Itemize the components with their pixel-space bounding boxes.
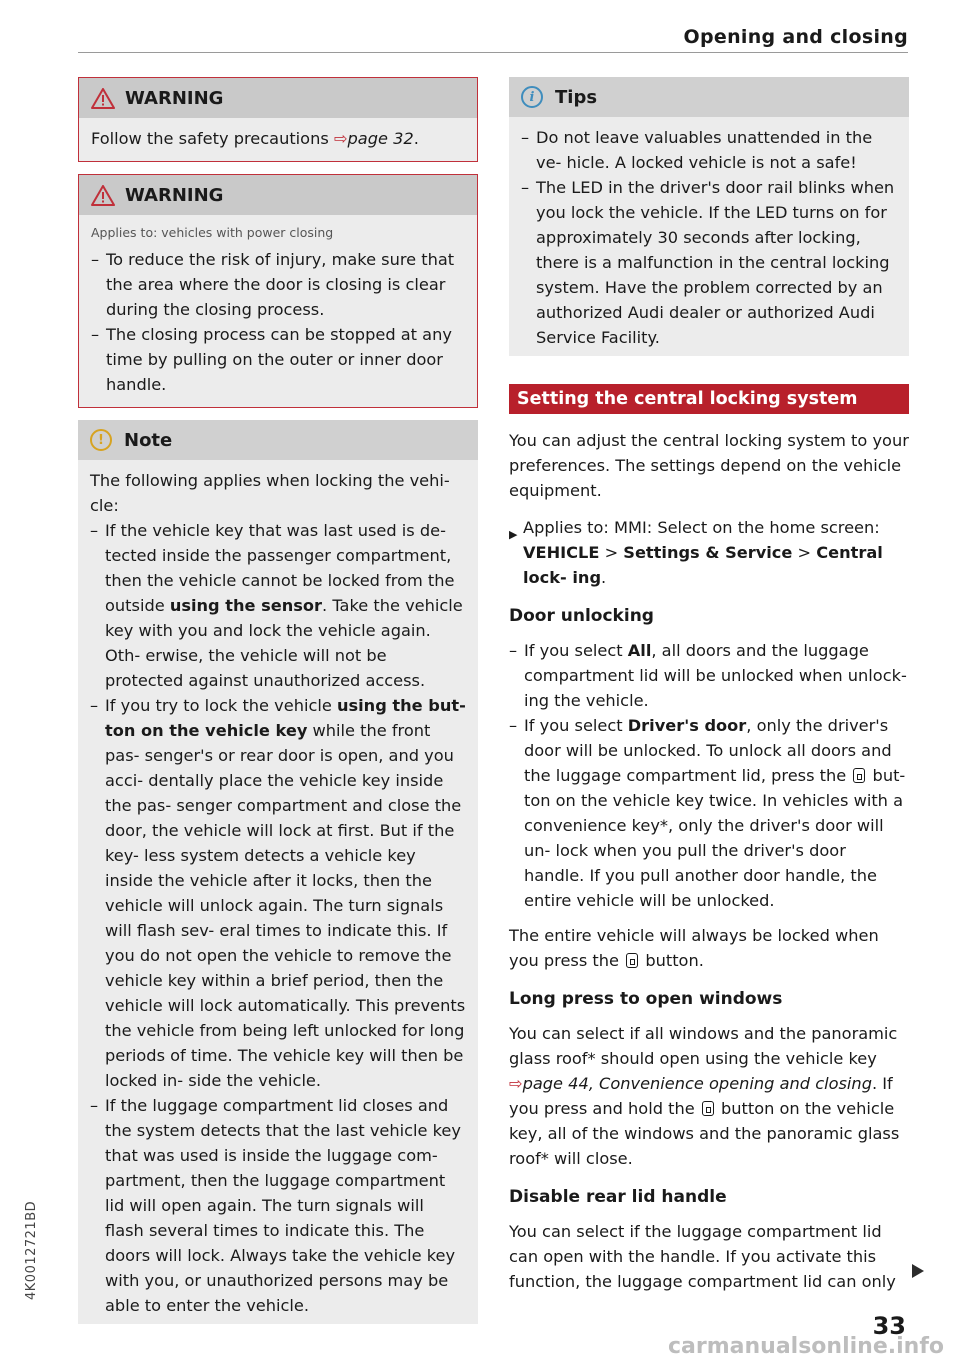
lock-button-icon bbox=[626, 953, 638, 968]
warning-triangle-icon bbox=[91, 185, 115, 206]
list-item: – The closing process can be stopped at any time by pulling on the outer or inner door handle. bbox=[91, 322, 465, 397]
warning-title: WARNING bbox=[125, 87, 224, 109]
warning-list bbox=[91, 247, 465, 397]
page-header-title: Opening and closing bbox=[683, 26, 908, 48]
warning-body: Follow the safety precautions ⇨page 32. bbox=[79, 118, 477, 161]
right-column bbox=[509, 77, 909, 1306]
door-unlocking-list bbox=[509, 638, 909, 913]
list-item: – If the vehicle key that was last used is de- tected inside the passenger compartment, then the vehicle cannot be locked from the outside using the sensor. Take the vehicle key with you and lock the vehicle again. Oth- erwise, the vehicle will not be protected against unauthorized access. bbox=[90, 518, 466, 693]
warning-title: WARNING bbox=[125, 184, 224, 206]
door-unlocking-note: The entire vehicle will always be locked when you press the button. bbox=[509, 926, 879, 970]
rear-lid-text: You can select if the luggage compartment lid can open with the handle. If you activate this function, the luggage compartment lid can only bbox=[509, 1222, 896, 1291]
note-title: Note bbox=[124, 429, 173, 451]
warning-box-power-closing bbox=[78, 174, 478, 408]
continue-arrow-icon bbox=[912, 1264, 924, 1278]
menu-path-vehicle: VEHICLE bbox=[523, 543, 600, 562]
exclamation-circle-icon: ! bbox=[90, 429, 112, 451]
warning-text: Follow the safety precautions bbox=[91, 129, 329, 148]
list-item: – If you select All, all doors and the luggage compartment lid will be unlocked when unlock- ing the vehicle. bbox=[509, 638, 909, 713]
long-press-text: You can select if all windows and the panoramic glass roof* should open using the vehicle key ⇨page 44, Convenience opening and closing. If you press and hold the button on the vehicle key, all of the windows and the panoramic glass roof* will close. bbox=[509, 1024, 900, 1168]
applies-to-note: Applies to: vehicles with power closing bbox=[91, 225, 334, 240]
list-item: – If the luggage compartment lid closes and the system detects that the last vehicle key that was used is inside the luggage com- partment, then the luggage compartment lid will open again. The turn signals will flash several times to indicate this. The doors will lock. Always take the vehicle key with you, or unauthorized persons may be able to enter the vehicle. bbox=[90, 1093, 466, 1318]
lock-button-icon bbox=[702, 1101, 714, 1116]
subheading-long-press: Long press to open windows bbox=[509, 989, 783, 1009]
list-item: – To reduce the risk of injury, make sure that the area where the door is closing is clear during the closing process. bbox=[91, 247, 465, 322]
warning-header bbox=[79, 175, 477, 215]
note-header bbox=[78, 420, 478, 460]
tips-body bbox=[509, 117, 909, 356]
list-item: – If you try to lock the vehicle using the but- ton on the vehicle key while the front pas- senger's or rear door is open, and you acci- dentally place the vehicle key inside the pas- senger compartment and close the door, the vehicle will lock at first. But if the key- less system detects a vehicle key inside the vehicle after it locks, then the vehicle will unlock again. The turn signals will flash sev- eral times to indicate this. If you do not open the vehicle to remove the vehicle key within a brief period, then the vehicle will lock automatically. This prevents the vehicle from being left unlocked for long periods of time. The vehicle key will then be locked in- side the vehicle. bbox=[90, 693, 466, 1093]
reference-arrow-icon: ⇨ bbox=[509, 1074, 523, 1093]
list-item: – Do not leave valuables unattended in the ve- hicle. A locked vehicle is not a safe! bbox=[521, 125, 897, 175]
menu-path-step: ▶ Applies to: MMI: Select on the home screen: VEHICLE > Settings & Service > Central lock- ing. bbox=[509, 518, 883, 587]
tips-list bbox=[521, 125, 897, 350]
lock-button-icon bbox=[853, 768, 865, 783]
left-column bbox=[78, 77, 478, 1334]
note-list bbox=[90, 518, 466, 1318]
section-heading: Setting the central locking system bbox=[509, 384, 909, 414]
warning-header bbox=[79, 78, 477, 118]
page-number: 33 bbox=[872, 1312, 906, 1340]
note-box bbox=[78, 420, 478, 1324]
list-item: – The LED in the driver's door rail blinks when you lock the vehicle. If the LED turns on for approximately 30 seconds after locking, there is a malfunction in the central locking system. Have the problem corrected by an authorized Audi dealer or authorized Audi Service Facility. bbox=[521, 175, 897, 350]
watermark: carmanualsonline.info bbox=[668, 1334, 944, 1359]
tips-header bbox=[509, 77, 909, 117]
warning-triangle-icon bbox=[91, 88, 115, 109]
info-circle-icon: i bbox=[521, 86, 543, 108]
header-divider bbox=[78, 52, 908, 53]
subheading-rear-lid: Disable rear lid handle bbox=[509, 1187, 727, 1207]
note-body bbox=[78, 460, 478, 1324]
document-code: 4K0012721BD bbox=[24, 1200, 39, 1300]
warning-box-safety bbox=[78, 77, 478, 162]
page-reference-link[interactable]: page 32 bbox=[347, 129, 414, 148]
menu-path-settings: Settings & Service bbox=[623, 543, 793, 562]
section-intro: You can adjust the central locking system to your preferences. The settings depend on the vehicle equipment. bbox=[509, 431, 909, 500]
list-item: – If you select Driver's door, only the driver's door will be unlocked. To unlock all doors and the luggage compartment lid, press the but- ton on the vehicle key twice. In vehicles with a convenience key*, only the driver's door will un- lock when you pull the driver's door handle. If you pull another door handle, the entire vehicle will be unlocked. bbox=[509, 713, 909, 913]
tips-title: Tips bbox=[555, 86, 598, 108]
step-triangle-icon: ▶ bbox=[509, 528, 518, 541]
reference-arrow-icon: ⇨ bbox=[333, 129, 348, 148]
warning-body bbox=[79, 215, 477, 407]
note-intro: The following applies when locking the vehi- cle: bbox=[90, 471, 450, 515]
page-reference-link[interactable]: page 44, Convenience opening and closing bbox=[522, 1074, 872, 1093]
subheading-door-unlocking: Door unlocking bbox=[509, 606, 654, 626]
tips-box bbox=[509, 77, 909, 356]
menu-path-central-locking: Central lock- ing bbox=[523, 543, 883, 587]
